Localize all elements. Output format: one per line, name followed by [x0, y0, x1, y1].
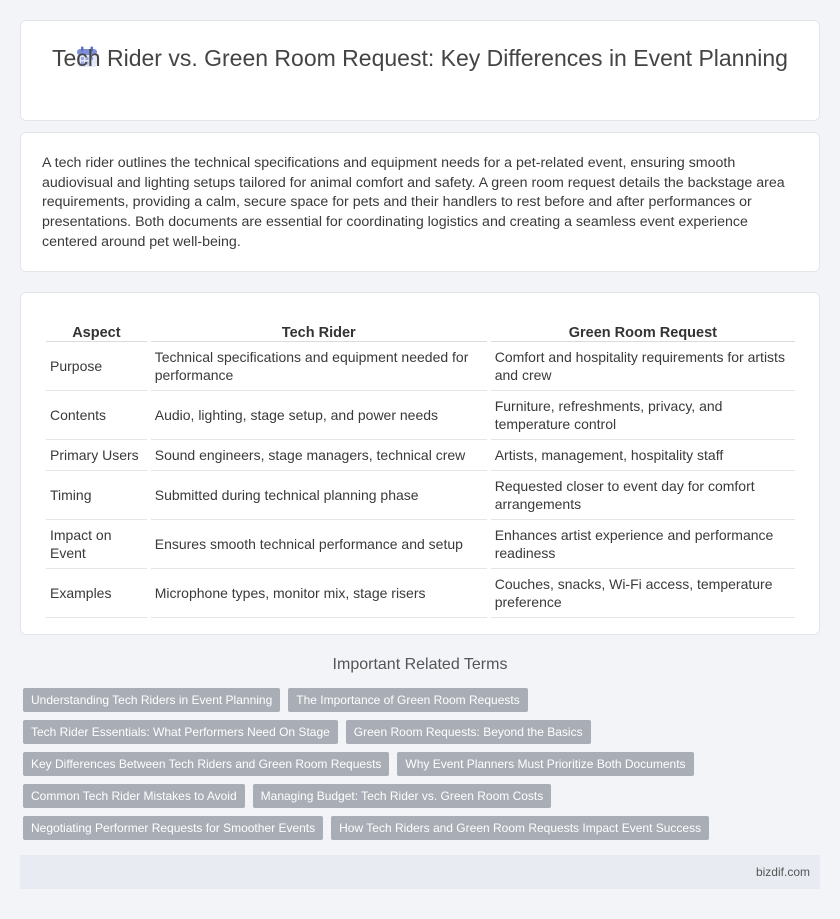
related-term-link[interactable]: Negotiating Performer Requests for Smoother Events: [23, 816, 323, 840]
intro-card: [20, 132, 820, 272]
cell-green: Requested closer to event day for comfort arrangements: [491, 471, 795, 520]
cell-tech: Submitted during technical planning phase: [151, 471, 487, 520]
cell-tech: Technical specifications and equipment needed for performance: [151, 342, 487, 391]
cell-aspect: Primary Users: [46, 440, 147, 471]
footer: [20, 855, 820, 889]
cell-tech: Microphone types, monitor mix, stage risers: [151, 569, 487, 618]
related-term-link[interactable]: Understanding Tech Riders in Event Planning: [23, 688, 280, 712]
table-row: [46, 569, 795, 618]
related-term-link[interactable]: Key Differences Between Tech Riders and Green Room Requests: [23, 752, 389, 776]
cell-aspect: Contents: [46, 391, 147, 440]
cell-tech: Ensures smooth technical performance and setup: [151, 520, 487, 569]
related-terms-list: [23, 688, 813, 848]
header-card: [20, 20, 820, 121]
cell-tech: Audio, lighting, stage setup, and power needs: [151, 391, 487, 440]
table-row: [46, 520, 795, 569]
cell-aspect: Purpose: [46, 342, 147, 391]
related-term-link[interactable]: Managing Budget: Tech Rider vs. Green Room Costs: [253, 784, 552, 808]
cell-aspect: Impact on Event: [46, 520, 147, 569]
related-term-link[interactable]: How Tech Riders and Green Room Requests Impact Event Success: [331, 816, 709, 840]
intro-paragraph: A tech rider outlines the technical specifications and equipment needs for a pet-related event, ensuring smooth audiovisual and lighting setups tailored for animal comfort and safety. A green room request details the backstage area requirements, providing a calm, secure space for pets and their handlers to rest before and after performances or presentations. Both documents are essential for coordinating logistics and creating a seamless event experience centered around pet well-being.: [42, 155, 785, 250]
comparison-card: [20, 292, 820, 635]
related-terms-title: Important Related Terms: [332, 656, 508, 673]
table-row: [46, 471, 795, 520]
cell-green: Furniture, refreshments, privacy, and temperature control: [491, 391, 795, 440]
related-term-link[interactable]: The Importance of Green Room Requests: [288, 688, 527, 712]
comparison-table: [42, 313, 799, 618]
related-term-link[interactable]: Tech Rider Essentials: What Performers Need On Stage: [23, 720, 338, 744]
cell-green: Comfort and hospitality requirements for artists and crew: [491, 342, 795, 391]
related-term-link[interactable]: Why Event Planners Must Prioritize Both Documents: [397, 752, 693, 776]
cell-green: Couches, snacks, Wi-Fi access, temperature preference: [491, 569, 795, 618]
header-green-room: Green Room Request: [491, 313, 795, 342]
footer-site[interactable]: bizdif.com: [755, 865, 810, 879]
page-title: Tech Rider vs. Green Room Request: Key Differences in Event Planning: [52, 45, 788, 71]
table-row: [46, 342, 795, 391]
cell-aspect: Examples: [46, 569, 147, 618]
cell-tech: Sound engineers, stage managers, technical crew: [151, 440, 487, 471]
table-row: [46, 440, 795, 471]
table-row: [46, 391, 795, 440]
cell-aspect: Timing: [46, 471, 147, 520]
related-term-link[interactable]: Green Room Requests: Beyond the Basics: [346, 720, 591, 744]
cell-green: Artists, management, hospitality staff: [491, 440, 795, 471]
related-term-link[interactable]: Common Tech Rider Mistakes to Avoid: [23, 784, 245, 808]
header-aspect: Aspect: [46, 313, 147, 342]
cell-green: Enhances artist experience and performance readiness: [491, 520, 795, 569]
header-tech-rider: Tech Rider: [151, 313, 487, 342]
